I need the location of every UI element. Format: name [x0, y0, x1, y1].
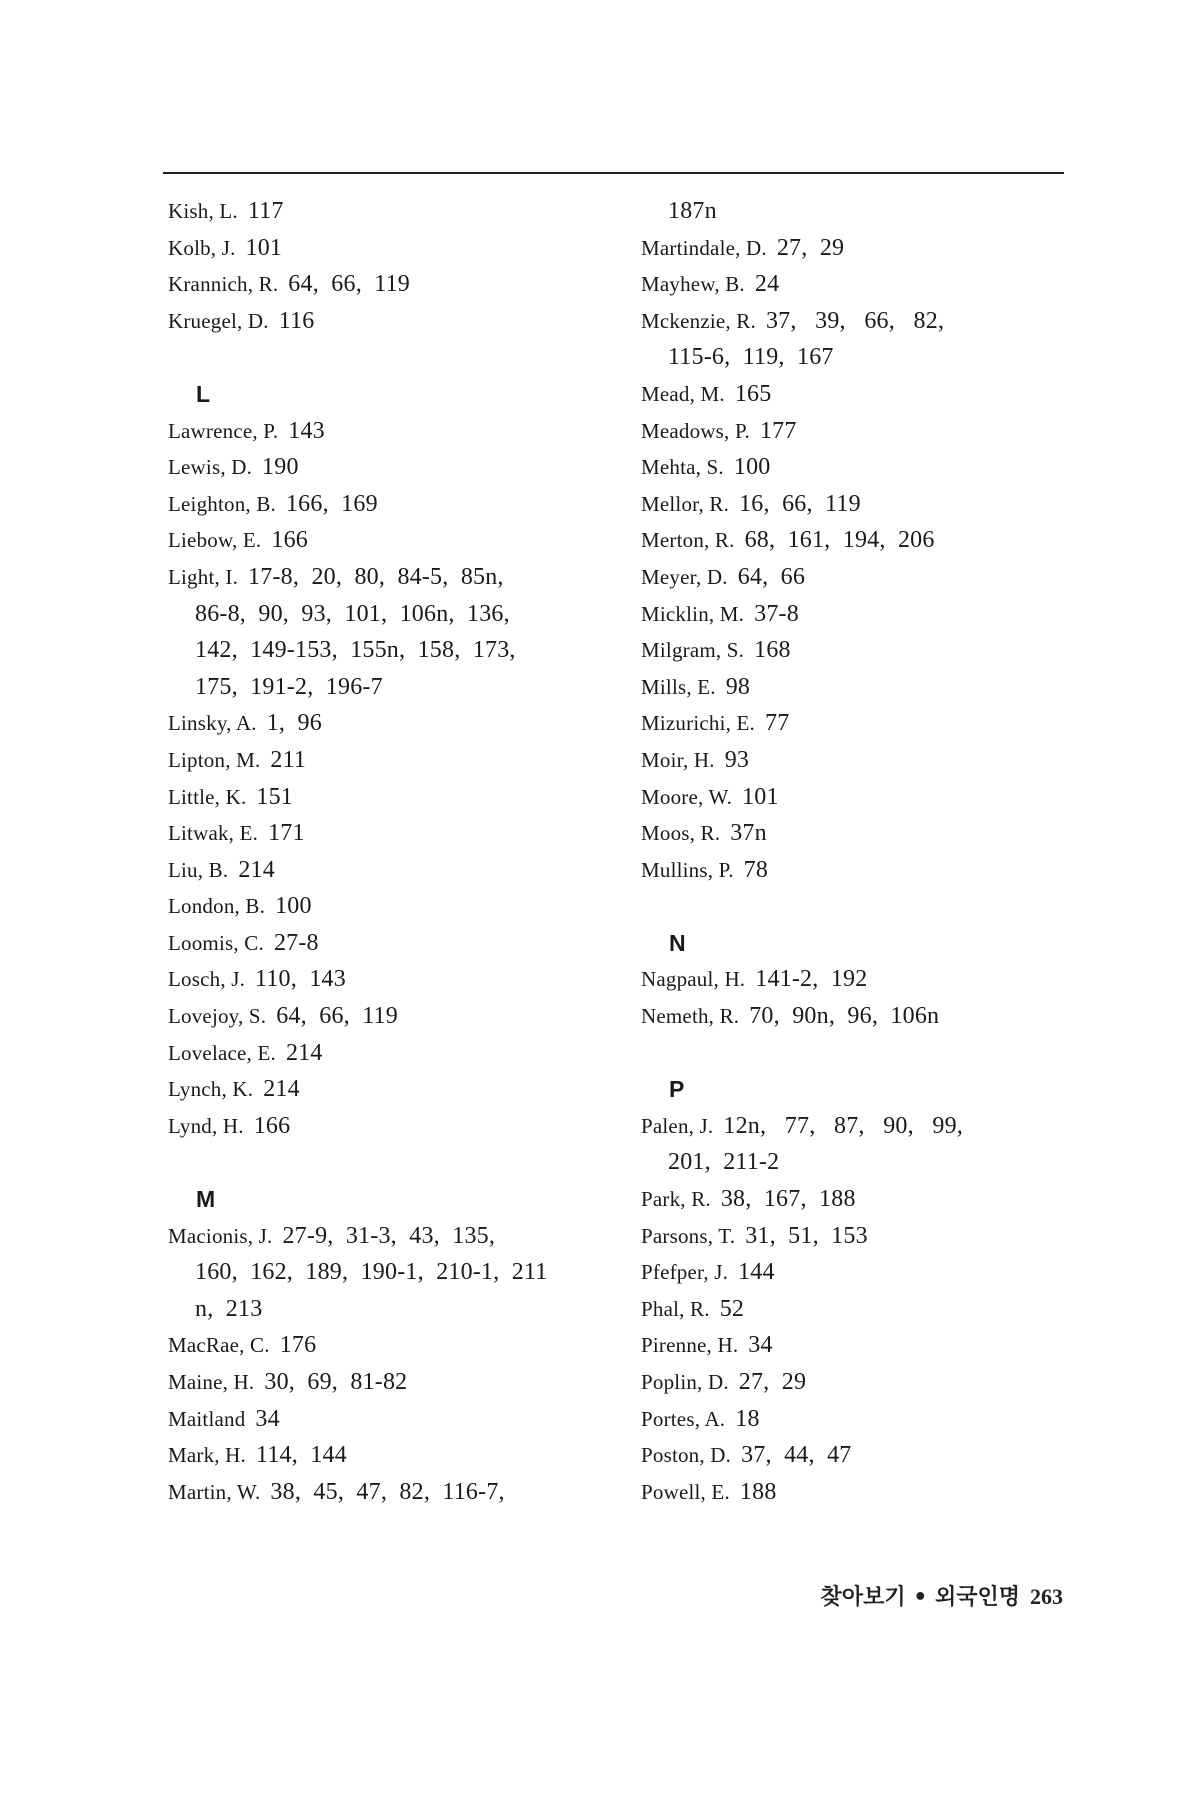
entry-name: Lynch, K. — [168, 1077, 254, 1102]
entry-name: Mark, H. — [168, 1443, 247, 1468]
index-entry — [168, 779, 638, 816]
entry-pages: 1, 96 — [266, 710, 322, 737]
entry-name: Micklin, M. — [641, 601, 745, 626]
index-entry — [641, 522, 1071, 559]
entry-name: Moir, H. — [641, 747, 715, 772]
index-entry — [641, 266, 1071, 303]
entry-pages: 168 — [754, 637, 791, 664]
entry-name: Litwak, E. — [168, 821, 259, 846]
index-entry — [641, 1181, 1071, 1218]
section-letter: P — [669, 1076, 685, 1103]
entry-name: Nagpaul, H. — [641, 967, 746, 992]
index-entry — [168, 303, 638, 340]
entry-pages: 77 — [765, 710, 790, 737]
section-letter: L — [196, 380, 211, 407]
entry-name: Martin, W. — [168, 1479, 261, 1504]
index-entry — [641, 1254, 1071, 1291]
entry-pages: 64, 66, 119 — [276, 1003, 398, 1030]
entry-pages: 100 — [275, 893, 312, 920]
entry-pages: 165 — [734, 380, 772, 407]
entry-name: Mckenzie, R. — [641, 308, 756, 333]
entry-name: Lovelace, E. — [168, 1040, 276, 1065]
entry-pages: 38, 167, 188 — [720, 1186, 856, 1213]
index-entry — [168, 266, 638, 303]
entry-pages: 27-8 — [273, 929, 319, 956]
spacer — [641, 1035, 1071, 1072]
entry-name: Mead, M. — [641, 381, 725, 406]
entry-name: Mullins, P. — [641, 857, 734, 882]
entry-pages: 93 — [724, 746, 750, 773]
entry-pages: 30, 69, 81-82 — [264, 1369, 408, 1395]
entry-name: Lynd, H. — [168, 1113, 244, 1138]
entry-pages: 27, 29 — [776, 234, 845, 261]
entry-name: Kruegel, D. — [168, 308, 269, 333]
entry-pages: 188 — [739, 1478, 777, 1505]
entry-pages: 38, 45, 47, 82, 116-7, — [270, 1478, 505, 1505]
entry-pages: 177 — [759, 417, 797, 444]
entry-continuation — [641, 193, 1071, 230]
entry-name: Lewis, D. — [168, 455, 253, 480]
entry-pages: 143 — [288, 417, 325, 444]
entry-pages: 116 — [278, 307, 315, 334]
entry-pages: 37-8 — [754, 600, 799, 627]
entry-pages: 166, 169 — [285, 490, 378, 517]
entry-name: Moos, R. — [641, 821, 721, 846]
entry-pages: 18 — [735, 1405, 760, 1432]
entry-pages: 34 — [748, 1332, 773, 1359]
entry-name: Pirenne, H. — [641, 1333, 739, 1358]
index-entry — [641, 413, 1071, 450]
entry-continuation — [168, 1291, 638, 1328]
entry-pages: 166 — [271, 527, 308, 554]
index-entry — [168, 961, 638, 998]
entry-pages: 110, 143 — [255, 966, 346, 993]
entry-name: Mellor, R. — [641, 491, 730, 516]
index-entry — [168, 998, 638, 1035]
entry-name: MacRae, C. — [168, 1333, 270, 1358]
index-entry — [641, 742, 1071, 779]
entry-pages: 98 — [725, 673, 751, 700]
entry-pages: 100 — [733, 454, 771, 481]
entry-pages: 34 — [255, 1405, 280, 1432]
index-entry — [168, 888, 638, 925]
index-entry — [168, 559, 638, 596]
entry-pages: 144 — [738, 1259, 775, 1286]
entry-name: Mills, E. — [641, 674, 716, 699]
entry-name: Maine, H. — [168, 1370, 255, 1394]
index-entry — [641, 303, 1071, 340]
entry-pages: 86-8, 90, 93, 101, 106n, 136, — [195, 600, 510, 627]
index-entry — [168, 449, 638, 486]
entry-name: Moore, W. — [641, 784, 733, 809]
entry-pages: 101 — [245, 234, 283, 261]
entry-pages: 190 — [262, 454, 299, 481]
entry-name: Powell, E. — [641, 1479, 730, 1504]
entry-name: Poston, D. — [641, 1443, 732, 1468]
entry-pages: 37, 39, 66, 82, — [765, 307, 945, 334]
entry-name: Milgram, S. — [641, 638, 745, 663]
spacer — [168, 339, 638, 376]
entry-name: Park, R. — [641, 1187, 711, 1212]
entry-name: Liebow, E. — [168, 528, 262, 553]
index-entry — [168, 925, 638, 962]
entry-pages: 64, 66 — [737, 563, 806, 590]
entry-pages: 70, 90n, 96, 106n — [749, 1003, 940, 1030]
entry-name: Losch, J. — [168, 967, 246, 992]
index-entry — [168, 1035, 638, 1072]
entry-name: Light, I. — [168, 564, 239, 589]
entry-pages: 37n — [730, 820, 767, 847]
index-entry — [641, 1291, 1071, 1328]
entry-pages: 37, 44, 47 — [741, 1442, 852, 1469]
page-footer — [821, 1580, 1063, 1611]
entry-pages: 142, 149-153, 155n, 158, 173, — [195, 637, 516, 664]
entry-name: Mehta, S. — [641, 455, 724, 480]
entry-pages: 160, 162, 189, 190-1, 210-1, 211 — [195, 1259, 548, 1286]
entry-name: Krannich, R. — [168, 272, 279, 297]
entry-name: Phal, R. — [641, 1296, 710, 1321]
entry-continuation — [641, 339, 1071, 376]
index-entry — [641, 705, 1071, 742]
entry-name: Mayhew, B. — [641, 272, 745, 297]
entry-pages: 166 — [253, 1112, 291, 1139]
entry-continuation — [168, 1254, 638, 1291]
index-entry — [641, 779, 1071, 816]
entry-name: Little, K. — [168, 784, 247, 809]
entry-pages: 175, 191-2, 196-7 — [195, 673, 383, 700]
spacer — [641, 888, 1071, 925]
entry-name: Meadows, P. — [641, 418, 750, 443]
header-rule — [163, 172, 1064, 174]
index-entry — [168, 486, 638, 523]
index-entry — [641, 1401, 1071, 1438]
index-entry — [641, 449, 1071, 486]
index-entry — [168, 230, 638, 267]
index-entry — [641, 669, 1071, 706]
index-entry — [641, 632, 1071, 669]
index-entry — [641, 815, 1071, 852]
entry-name: Portes, A. — [641, 1406, 726, 1431]
index-entry — [641, 1437, 1071, 1474]
entry-pages: 171 — [268, 820, 305, 847]
index-entry — [641, 998, 1071, 1035]
entry-pages: 211 — [270, 746, 307, 773]
index-entry — [168, 1218, 638, 1255]
index-entry — [641, 486, 1071, 523]
entry-name: Lovejoy, S. — [168, 1004, 267, 1029]
entry-pages: n, 213 — [195, 1295, 263, 1322]
entry-name: Linsky, A. — [168, 711, 257, 736]
spacer — [168, 1144, 638, 1181]
entry-pages: 24 — [754, 271, 780, 298]
entry-pages: 214 — [285, 1039, 323, 1066]
entry-pages: 78 — [743, 856, 769, 883]
index-entry — [168, 1071, 638, 1108]
entry-pages: 141-2, 192 — [755, 966, 868, 993]
entry-name: Poplin, D. — [641, 1370, 729, 1394]
entry-name: Meyer, D. — [641, 564, 728, 589]
index-entry — [168, 1327, 638, 1364]
entry-pages: 31, 51, 153 — [745, 1222, 868, 1249]
entry-pages: 151 — [256, 783, 294, 810]
index-entry — [641, 1108, 1071, 1145]
entry-name: Liu, B. — [168, 857, 229, 882]
entry-name: Leighton, B. — [168, 491, 276, 516]
entry-pages: 27-9, 31-3, 43, 135, — [282, 1222, 496, 1249]
entry-pages: 101 — [742, 783, 779, 810]
index-entry — [641, 1474, 1071, 1511]
index-entry — [641, 1327, 1071, 1364]
entry-pages: 16, 66, 119 — [739, 490, 861, 517]
index-entry — [168, 1437, 638, 1474]
entry-pages: 17-8, 20, 80, 84-5, 85n, — [248, 563, 504, 590]
entry-pages: 176 — [279, 1332, 317, 1359]
index-entry — [641, 596, 1071, 633]
index-entry — [168, 1108, 638, 1145]
entry-pages: 52 — [719, 1295, 745, 1322]
section-letter: N — [669, 929, 686, 956]
entry-name: Lawrence, P. — [168, 418, 279, 443]
index-entry — [641, 376, 1071, 413]
entry-pages: 201, 211-2 — [668, 1149, 780, 1176]
entry-name: Kish, L. — [168, 199, 238, 223]
entry-name: London, B. — [168, 894, 266, 919]
entry-continuation — [168, 632, 638, 669]
entry-pages: 64, 66, 119 — [288, 271, 411, 298]
entry-name: Martindale, D. — [641, 235, 767, 260]
section-letter: M — [196, 1186, 216, 1213]
entry-name: Loomis, C. — [168, 930, 264, 955]
entry-name: Lipton, M. — [168, 747, 261, 772]
index-entry — [641, 1218, 1071, 1255]
index-entry — [168, 413, 638, 450]
index-entry — [641, 230, 1071, 267]
index-entry — [168, 522, 638, 559]
entry-continuation — [168, 596, 638, 633]
index-column-right — [641, 193, 1071, 1510]
entry-name: Palen, J. — [641, 1113, 714, 1138]
index-entry — [641, 961, 1071, 998]
index-entry — [641, 852, 1071, 889]
index-entry — [168, 193, 638, 230]
entry-pages: 214 — [263, 1076, 300, 1103]
entry-pages: 114, 144 — [256, 1442, 347, 1469]
entry-pages: 187n — [668, 198, 717, 224]
index-entry — [641, 1364, 1071, 1401]
index-entry — [168, 1401, 638, 1438]
entry-name: Mizurichi, E. — [641, 711, 755, 736]
entry-pages: 214 — [238, 856, 275, 883]
index-entry — [168, 1364, 638, 1401]
entry-pages: 27, 29 — [738, 1369, 807, 1395]
entry-pages: 68, 161, 194, 206 — [744, 527, 935, 554]
entry-pages: 117 — [247, 198, 284, 224]
entry-name: Kolb, J. — [168, 235, 236, 260]
entry-name: Nemeth, R. — [641, 1004, 740, 1029]
entry-name: Maitland — [168, 1406, 246, 1431]
index-column-left — [168, 193, 638, 1510]
entry-pages: 12n, 77, 87, 90, 99, — [723, 1112, 963, 1139]
index-entry — [168, 852, 638, 889]
index-entry — [168, 1474, 638, 1511]
entry-name: Macionis, J. — [168, 1223, 273, 1248]
entry-name: Merton, R. — [641, 528, 735, 553]
entry-name: Pfefper, J. — [641, 1260, 729, 1285]
index-entry — [641, 559, 1071, 596]
footer-section-title: 찾아보기 • 외국인명 — [820, 1585, 1020, 1610]
index-entry — [168, 705, 638, 742]
entry-pages: 115-6, 119, 167 — [668, 344, 834, 371]
index-entry — [168, 742, 638, 779]
index-entry — [168, 815, 638, 852]
entry-continuation — [168, 669, 638, 706]
page-number: 263 — [1030, 1584, 1063, 1609]
entry-name: Parsons, T. — [641, 1223, 736, 1248]
entry-continuation — [641, 1144, 1071, 1181]
